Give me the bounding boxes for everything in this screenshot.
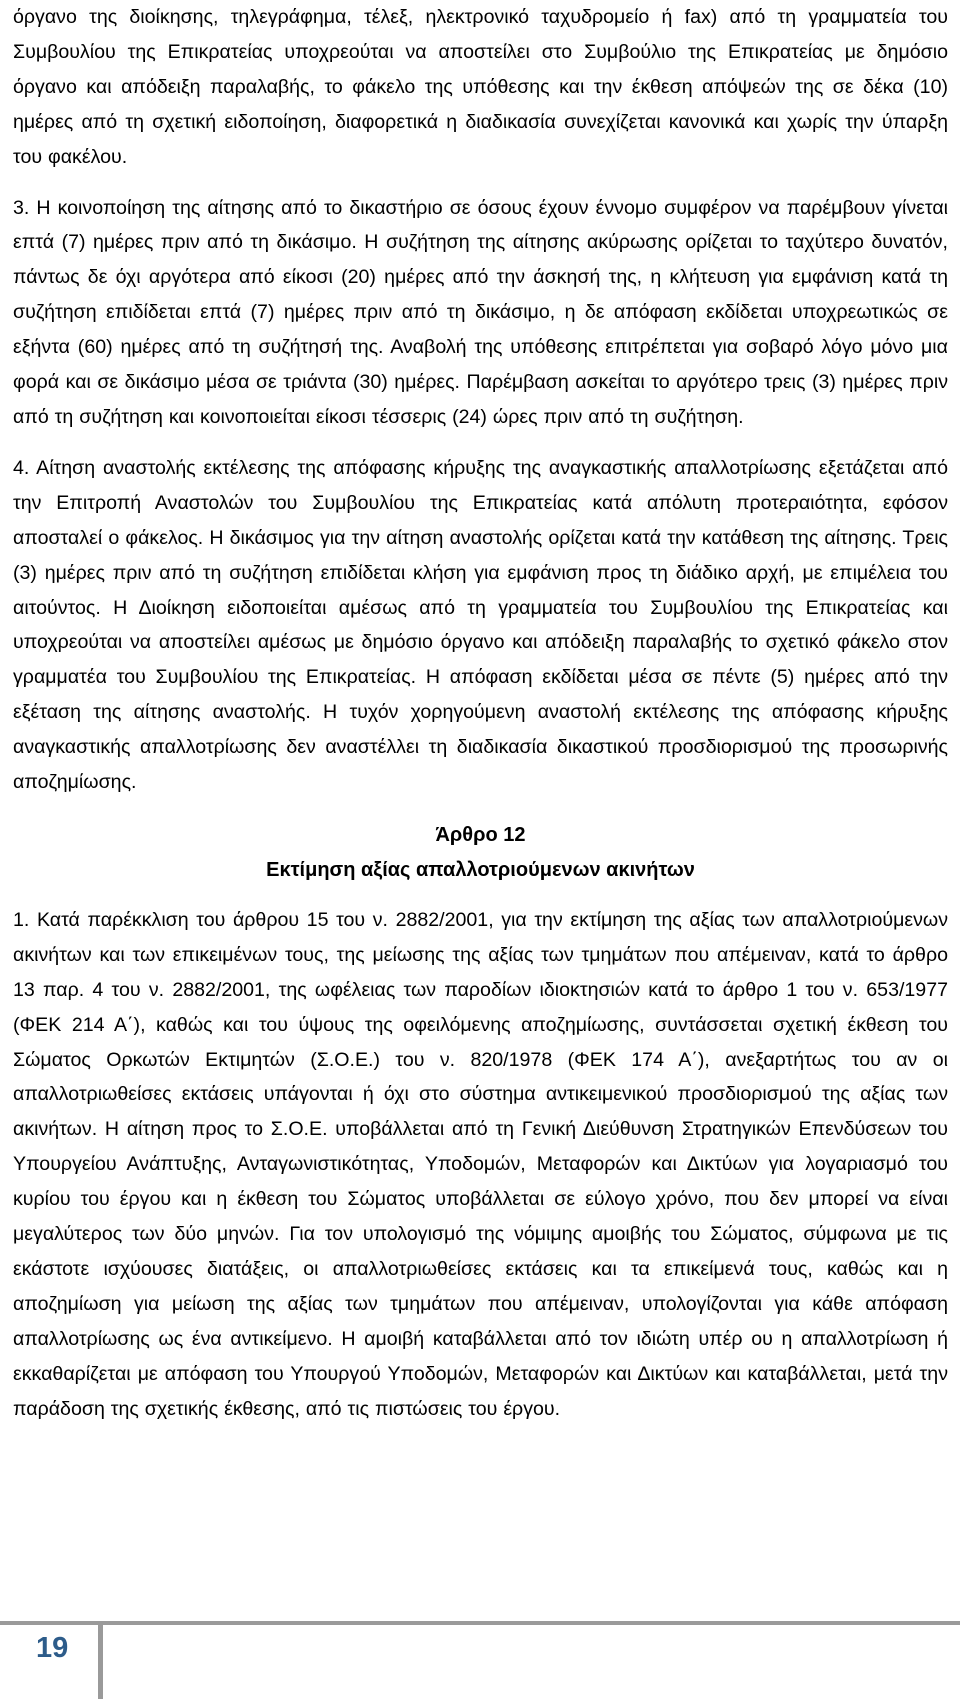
paragraph-continued: όργανο της διοίκησης, τηλεγράφημα, τέλεξ, ηλεκτρονικό ταχυδρομείο ή fax) από τη γραμματεία του Συμβουλίου της Επικρατείας υποχρεούται να αποστείλει στο Συμβούλιο της Επικρατείας με δημόσιο όργανο και απόδειξη παραλαβής, το φάκελο της υπόθεσης και την έκθεση απόψεών της σε δέκα (10) ημέρες από τη σχετική ειδοποίηση, διαφορετικά η διαδικασία συνεχίζεται κανονικά και χωρίς την ύπαρξη του φακέλου. [13, 6, 948, 168]
article-number: Άρθρο 12 [435, 823, 526, 846]
article-title: Εκτίμηση αξίας απαλλοτριούμενων ακινήτων [266, 858, 695, 881]
page-number: 19 [36, 1632, 69, 1664]
footer-vertical-bar [98, 1621, 103, 1699]
document-page [13, 0, 948, 1427]
footer-rule [0, 1621, 960, 1625]
paragraph-4: 4. Αίτηση αναστολής εκτέλεσης της απόφασης κήρυξης της αναγκαστικής απαλλοτρίωσης εξετάζεται από την Επιτροπή Αναστολών του Συμβουλίου της Επικρατείας κατά απόλυτη προτεραιότητα, εφόσον αποσταλεί ο φάκελος. Η δικάσιμος για την αίτηση αναστολής ορίζεται κατά την κατάθεση της αίτησης. Τρεις (3) ημέρες πριν από τη συζήτηση επιδίδεται κλήση για εμφάνιση προς τη διάδικο αρχή, με επιμέλεια του αιτούντος. Η Διοίκηση ειδοποιείται αμέσως από τη γραμματεία του Συμβουλίου της Επικρατείας και υποχρεούται να αποστείλει αμέσως με δημόσιο όργανο και απόδειξη παραλαβής το σχετικό φάκελο στον γραμματέα του Συμβουλίου της Επικρατείας. Η απόφαση εκδίδεται μέσα σε πέντε (5) ημέρες από την εξέταση της αίτησης αναστολής. Η τυχόν χορηγούμενη αναστολή εκτέλεσης της απόφασης κήρυξης αναγκαστικής απαλλοτρίωσης δεν αναστέλλει τη διαδικασία δικαστικού προσδιορισμού της προσωρινής αποζημίωσης. [13, 456, 948, 794]
paragraph-3: 3. Η κοινοποίηση της αίτησης από το δικαστήριο σε όσους έχουν έννομο συμφέρον να παρέμβουν γίνεται επτά (7) ημέρες πριν από τη δικάσιμο. Η συζήτηση της αίτησης ακύρωσης ορίζεται το ταχύτερο δυνατόν, πάντως δε όχι αργότερα από είκοσι (20) ημέρες από την άσκησή της, η κλήτευση για εμφάνιση κατά τη συζήτηση επιδίδεται επτά (7) ημέρες πριν από τη δικάσιμο, η δε απόφαση εκδίδεται υποχρεωτικώς σε εξήντα (60) ημέρες από τη συζήτησή της. Αναβολή της υπόθεσης επιτρέπεται για σοβαρό λόγο μόνο μια φορά και σε δικάσιμο μέσα σε τριάντα (30) ημέρες. Παρέμβαση ασκείται το αργότερο τρεις (3) ημέρες πριν από τη συζήτηση και κοινοποιείται είκοσι τέσσερις (24) ώρες πριν από τη συζήτηση. [13, 196, 948, 428]
article-paragraph-1: 1. Κατά παρέκκλιση του άρθρου 15 του ν. 2882/2001, για την εκτίμηση της αξίας των απαλλοτριούμενων ακινήτων και των επικειμένων τους, της μείωσης της αξίας των τμημάτων που απέμειναν, κατά το άρθρο 13 παρ. 4 του ν. 2882/2001, της ωφέλειας των παροδίων ιδιοκτησιών κατά το άρθρο 1 του ν. 653/1977 (ΦΕΚ 214 Α΄), καθώς και του ύψους της οφειλόμενης αποζημίωσης, συντάσσεται σχετική έκθεση του Σώματος Ορκωτών Εκτιμητών (Σ.Ο.Ε.) του ν. 820/1978 (ΦΕΚ 174 Α΄), ανεξαρτήτως του αν οι απαλλοτριωθείσες εκτάσεις υπάγονται ή όχι στο σύστημα αντικειμενικού προσδιορισμού της αξίας των ακινήτων. Η αίτηση προς το Σ.Ο.Ε. υποβάλλεται από τη Γενική Διεύθυνση Στρατηγικών Επενδύσεων του Υπουργείου Ανάπτυξης, Ανταγωνιστικότητας, Υποδομών, Μεταφορών και Δικτύων για λογαριασμό του κυρίου του έργου και η έκθεση του Σώματος υποβάλλεται σε εύλογο χρόνο, που δεν μπορεί να είναι μεγαλύτερος των δύο μηνών. Για τον υπολογισμό της νόμιμης αμοιβής του Σώματος, σύμφωνα με τις εκάστοτε ισχύουσες διατάξεις, οι απαλλοτριωθείσες εκτάσεις και τα επικείμενά τους, καθώς και η αποζημίωση για μείωση της αξίας των τμημάτων που απέμειναν, υπολογίζονται για κάθε απόφαση απαλλοτρίωσης ως ένα αντικείμενο. Η αμοιβή καταβάλλεται από τον ιδιώτη υπέρ ου η απαλλοτρίωση ή εκκαθαρίζεται με απόφαση του Υπουργού Υποδομών, Μεταφορών και Δικτύων και καταβάλλεται, μετά την παράδοση της σχετικής έκθεσης, από τις πιστώσεις του έργου. [13, 908, 948, 1420]
